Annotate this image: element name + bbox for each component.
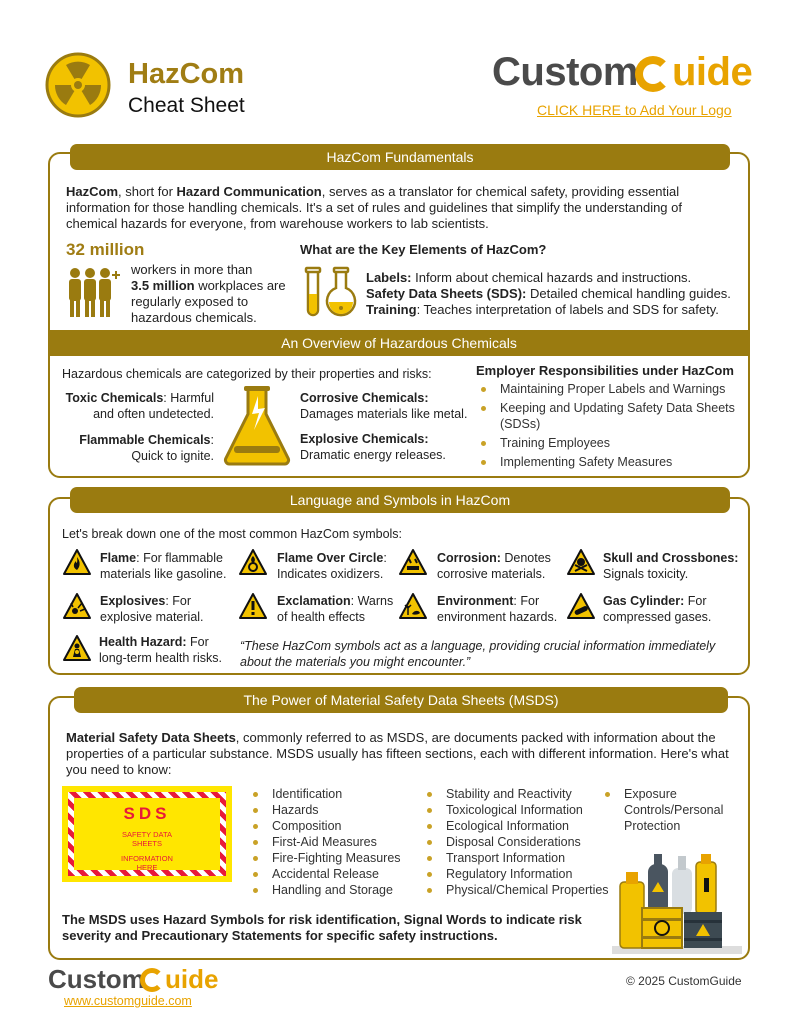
footer-logo-uide: uide (165, 964, 219, 994)
logo-text-custom: Custom (492, 50, 638, 94)
list-item: Fire-Fighting Measures (248, 850, 424, 866)
list-item: Keeping and Updating Safety Data Sheets (SDSs) (476, 400, 744, 432)
flame-over-circle-icon (238, 548, 268, 576)
page-title: HazCom (128, 58, 245, 90)
symbol-term: Environment (437, 594, 514, 608)
stat-line-2: workplaces are regularly exposed to hazardous chemicals. (131, 278, 286, 325)
list-item: Training Employees (476, 435, 744, 451)
symbol-desc: For long-term health risks. (99, 635, 222, 665)
symbol-flame (100, 550, 230, 582)
gas-cylinder-icon (566, 592, 596, 620)
radiation-logo (45, 52, 111, 118)
lab-tubes-icon (302, 264, 360, 320)
symbol-skull-crossbones (603, 550, 749, 582)
key-term: Training (366, 302, 417, 317)
symbol-term: Explosives (100, 594, 166, 608)
msds-intro-term: Material Safety Data Sheets (66, 730, 236, 745)
symbol-term: Gas Cylinder: (603, 594, 685, 608)
symbol-desc: Signals toxicity. (603, 567, 689, 581)
key-desc: : Teaches interpretation of labels and SDS for safety. (416, 302, 719, 317)
symbol-term: Flame (100, 551, 137, 565)
key-term: Labels: (366, 270, 412, 285)
intro-text-2: , serves as a translator for chemical safety, providing essential information for those handling chemicals. It's a set of rules and guidelines that simplify the understanding of chemical hazards for everyone, from warehouse workers to lab scientists. (66, 184, 682, 231)
symbol-desc: : Indicates oxidizers. (277, 551, 387, 581)
stat-bold: 3.5 million (131, 278, 195, 293)
list-item: Regulatory Information (422, 866, 618, 882)
footer-logo-g-icon (140, 968, 164, 992)
symbol-term: Flame Over Circle (277, 551, 384, 565)
environment-icon (398, 592, 428, 620)
flammable-term: Flammable Chemicals (79, 433, 211, 447)
list-item: Physical/Chemical Properties (422, 882, 618, 898)
intro-text-1: , short for (118, 184, 177, 199)
corrosive-chemicals (300, 390, 472, 422)
symbol-term: Skull and Crossbones: (603, 551, 739, 565)
symbol-term: Exclamation (277, 594, 351, 608)
flammable-chemicals (58, 432, 214, 464)
overview-heading: An Overview of Hazardous Chemicals (48, 330, 750, 356)
intro-term-hazcom: HazCom (66, 184, 119, 199)
symbol-environment (437, 593, 567, 625)
list-item: Maintaining Proper Labels and Warnings (476, 381, 744, 397)
key-elements-heading: What are the Key Elements of HazCom? (300, 242, 547, 257)
list-item: Implementing Safety Measures (476, 454, 744, 470)
msds-heading: The Power of Material Safety Data Sheets (MSDS) (74, 687, 728, 713)
toxic-desc: : Harmful and often undetected. (93, 391, 214, 421)
stat-big: 32 million (66, 240, 145, 259)
msds-footer-note: The MSDS uses Hazard Symbols for risk identification, Signal Words to indicate risk severity and Precautionary Statements for specific safety instructions. (62, 912, 582, 943)
hazardous-barrels-illustration (612, 842, 742, 954)
symbol-health-hazard (99, 634, 231, 666)
symbol-desc: : For flammable materials like gasoline. (100, 551, 227, 581)
flammable-desc: : Quick to ignite. (131, 433, 214, 463)
symbol-desc: For compressed gases. (603, 594, 712, 624)
employer-heading: Employer Responsibilities under HazCom (476, 363, 734, 378)
list-item: Disposal Considerations (422, 834, 618, 850)
toxic-chemicals (58, 390, 214, 422)
list-item: Identification (248, 786, 424, 802)
customguide-logo[interactable] (492, 50, 757, 98)
flame-icon (62, 548, 92, 576)
stat-description (131, 262, 291, 326)
corrosive-desc: Damages materials like metal. (300, 407, 468, 421)
symbol-desc: : For environment hazards. (437, 594, 558, 624)
logo-g-icon (635, 56, 671, 92)
explosive-desc: Dramatic energy releases. (300, 448, 446, 462)
sds-title: SDS (123, 804, 171, 823)
skull-crossbones-icon (566, 548, 596, 576)
language-intro: Let's break down one of the most common HazCom symbols: (62, 527, 403, 541)
page-subtitle: Cheat Sheet (128, 94, 245, 117)
msds-intro (66, 730, 742, 778)
list-item: Ecological Information (422, 818, 618, 834)
key-item-sds (366, 286, 736, 302)
key-item-labels (366, 270, 736, 286)
msds-list-col1 (248, 786, 424, 898)
flask-icon (222, 384, 292, 466)
list-item: Hazards (248, 802, 424, 818)
msds-list-col2 (422, 786, 618, 898)
footer-copyright: © 2025 CustomGuide (626, 974, 742, 988)
radiation-icon (45, 52, 111, 118)
explosive-chemicals (300, 431, 472, 463)
symbol-desc: Denotes corrosive materials. (437, 551, 551, 581)
footer-logo[interactable] (48, 964, 228, 998)
sds-line-2: SHEETS (131, 839, 162, 848)
logo-text-uide: uide (672, 50, 753, 94)
list-item: Composition (248, 818, 424, 834)
intro-term-hazard-communication: Hazard Communication (176, 184, 322, 199)
explosives-icon (62, 592, 92, 620)
symbol-desc: : Warns of health effects (277, 594, 394, 624)
fundamentals-heading: HazCom Fundamentals (70, 144, 730, 170)
symbol-corrosion (437, 550, 567, 582)
list-item: Accidental Release (248, 866, 424, 882)
list-item: Exposure Controls/Personal Protection (600, 786, 740, 834)
sds-label-image (62, 786, 232, 882)
key-item-training (366, 302, 736, 318)
symbol-desc: : For explosive material. (100, 594, 204, 624)
corrosive-term: Corrosive Chemicals: (300, 391, 429, 405)
sds-line-3: INFORMATION (121, 854, 173, 863)
footer-logo-custom: Custom (48, 964, 145, 994)
corrosion-icon (398, 548, 428, 576)
overview-intro: Hazardous chemicals are categorized by their properties and risks: (62, 367, 432, 381)
list-item: First-Aid Measures (248, 834, 424, 850)
key-desc: Inform about chemical hazards and instructions. (411, 270, 692, 285)
key-desc: Detailed chemical handling guides. (526, 286, 731, 301)
exclamation-icon (238, 592, 268, 620)
stat-line-1: workers in more than (131, 262, 253, 277)
msds-intro-text: , commonly referred to as MSDS, are documents packed with information about the properties of a particular substance. MSDS usually has fifteen sections, each with different information. Here's what you need to know: (66, 730, 729, 777)
workers-icon (66, 265, 122, 319)
explosive-term: Explosive Chemicals: (300, 432, 429, 446)
sds-line-1: SAFETY DATA (121, 830, 172, 839)
symbols-quote: “These HazCom symbols act as a language, providing crucial information immediately about the materials you might encounter.” (240, 639, 716, 669)
fundamentals-intro (66, 184, 736, 232)
employer-list (476, 381, 744, 470)
add-logo-link[interactable]: CLICK HERE to Add Your Logo (537, 102, 732, 118)
symbol-explosives (100, 593, 230, 625)
symbol-gas-cylinder (603, 593, 743, 625)
msds-list-col3 (600, 786, 740, 834)
list-item: Transport Information (422, 850, 618, 866)
symbol-term: Corrosion: (437, 551, 501, 565)
footer-url-link[interactable]: www.customguide.com (64, 994, 192, 1008)
key-term: Safety Data Sheets (SDS): (366, 286, 527, 301)
symbol-exclamation (277, 593, 407, 625)
language-heading: Language and Symbols in HazCom (70, 487, 730, 513)
key-elements-list (366, 270, 736, 318)
list-item: Handling and Storage (248, 882, 424, 898)
list-item: Toxicological Information (422, 802, 618, 818)
health-hazard-icon (62, 634, 92, 662)
symbol-term: Health Hazard: (99, 635, 187, 649)
list-item: Stability and Reactivity (422, 786, 618, 802)
sds-line-4: HERE (136, 863, 158, 872)
toxic-term: Toxic Chemicals (65, 391, 164, 405)
